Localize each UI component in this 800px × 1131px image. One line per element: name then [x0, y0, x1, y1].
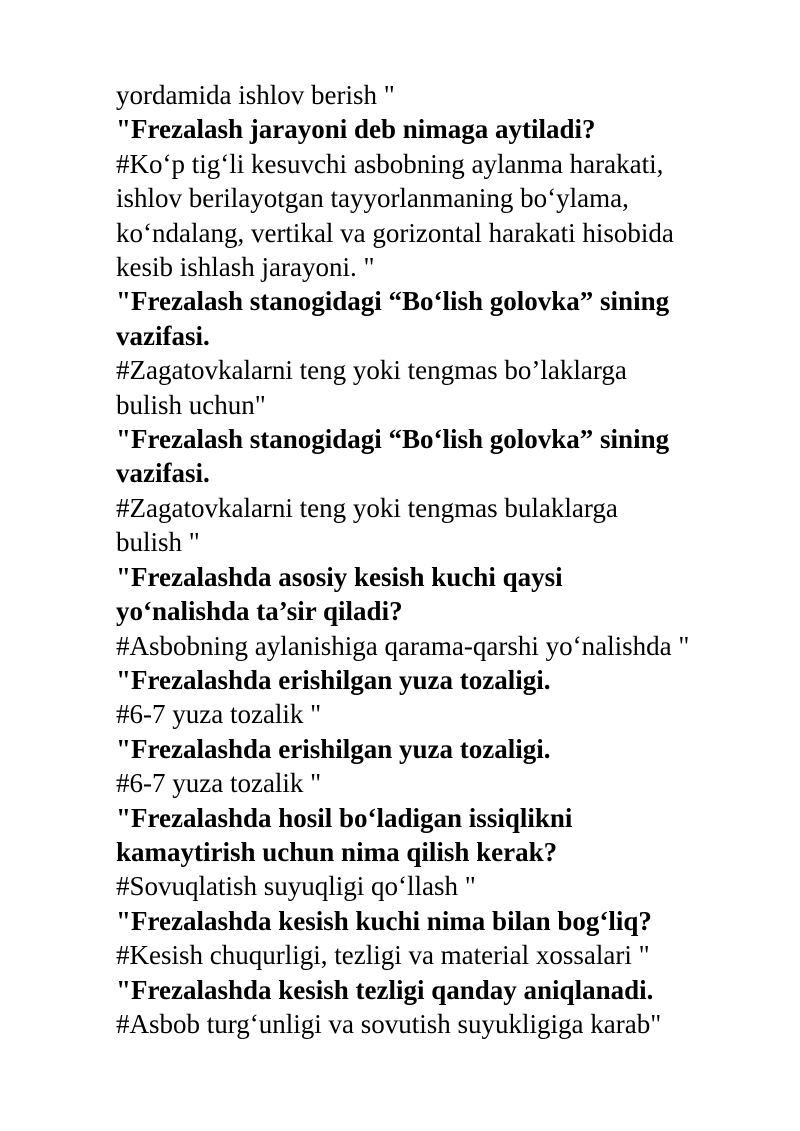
question-line: kamaytirish uchun nima qilish kerak? [116, 836, 558, 867]
answer-line: #Ko‘p tig‘li kesuvchi asbobning aylanma harakati, [116, 148, 664, 179]
answer-line: #Zagatovkalarni teng yoki tengmas bulaklarga [116, 492, 618, 523]
question-line: vazifasi. [116, 320, 210, 351]
question-line: "Frezalashda erishilgan yuza tozaligi. [116, 733, 551, 764]
question-line: "Frezalash jarayoni deb nimaga aytiladi? [116, 114, 596, 145]
answer-line: #Asbob turg‘unligi va sovutish suyukligiga karab" [116, 1008, 662, 1039]
answer-line: #Sovuqlatish suyuqligi qo‘llash " [116, 871, 476, 902]
answer-line: ishlov berilayotgan tayyorlanmaning bo‘ylama, [116, 183, 629, 214]
question-line: "Frezalashda hosil bo‘ladigan issiqlikni [116, 802, 573, 833]
question-line: "Frezalashda asosiy kesish kuchi qaysi [116, 561, 563, 592]
question-line: "Frezalashda kesish kuchi nima bilan bog‘liq? [116, 905, 652, 936]
question-line: "Frezalashda kesish tezligi qanday aniqlanadi. [116, 974, 654, 1005]
answer-line: bulish uchun" [116, 389, 266, 420]
question-line: "Frezalashda erishilgan yuza tozaligi. [116, 664, 551, 695]
answer-line: yordamida ishlov berish " [116, 80, 395, 110]
question-line: "Frezalash stanogidagi “Bo‘lish golovka” sining [116, 286, 670, 317]
answer-line: #6-7 yuza tozalik " [116, 699, 322, 730]
question-line: "Frezalash stanogidagi “Bo‘lish golovka” sining [116, 424, 670, 455]
answer-line: #Zagatovkalarni teng yoki tengmas bo’laklarga [116, 355, 627, 386]
question-line: vazifasi. [116, 458, 210, 489]
answer-line: bulish " [116, 527, 200, 558]
answer-line: #Kesish chuqurligi, tezligi va material xossalari " [116, 940, 650, 971]
answer-line: kesib ishlash jarayoni. " [116, 252, 375, 283]
document-body [116, 78, 756, 1041]
question-line: yo‘nalishda ta’sir qiladi? [116, 596, 403, 627]
answer-line: #Asbobning aylanishiga qarama-qarshi yo‘nalishda " [116, 630, 690, 661]
answer-line: #6-7 yuza tozalik " [116, 768, 322, 799]
answer-line: ko‘ndalang, vertikal va gorizontal harakati hisobida [116, 217, 674, 248]
